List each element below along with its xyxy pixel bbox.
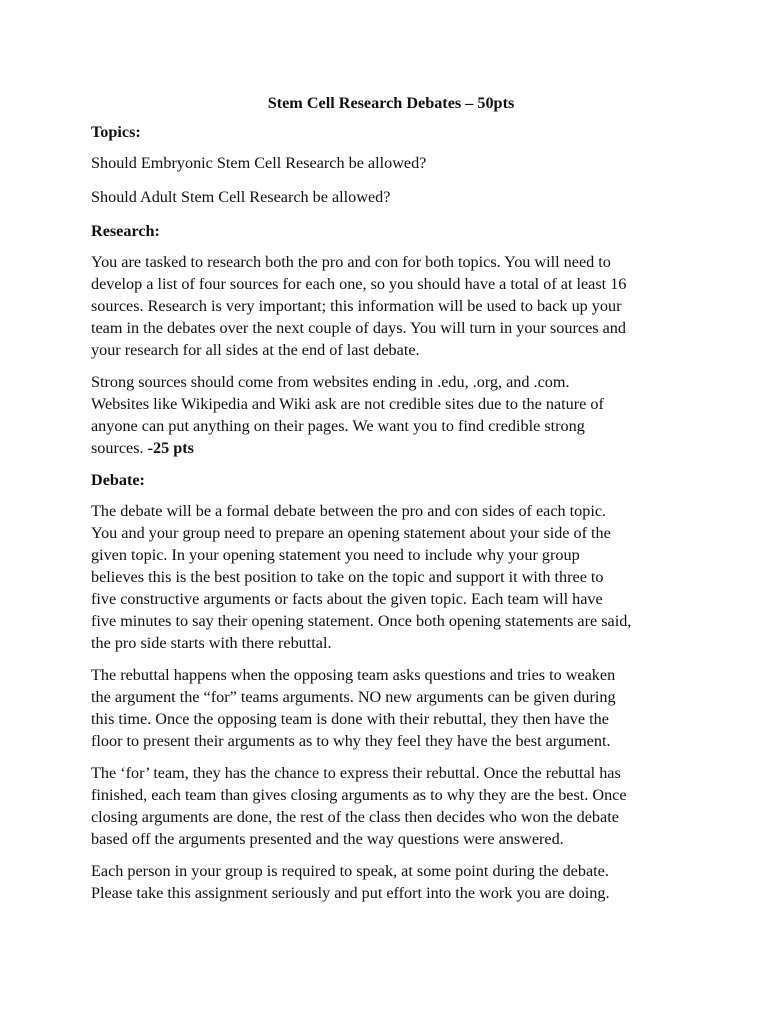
text-line: Websites like Wikipedia and Wiki ask are not credible sites due to the nature of	[91, 395, 604, 413]
text-line: your research for all sides at the end of last debate.	[91, 341, 420, 359]
text-line: Each person in your group is required to speak, at some point during the debate.	[91, 862, 609, 880]
debate-paragraph-2	[91, 664, 691, 752]
text-line: floor to present their arguments as to why they feel they have the best argument.	[91, 732, 611, 750]
topics-heading: Topics:	[91, 123, 141, 141]
document-title: Stem Cell Research Debates – 50pts	[267, 94, 515, 112]
text-line: the argument the “for” teams arguments. NO new arguments can be given during	[91, 688, 616, 706]
debate-paragraph-4	[91, 860, 691, 904]
research-paragraph-2	[91, 371, 691, 459]
debate-heading: Debate:	[91, 471, 145, 489]
text-line: The rebuttal happens when the opposing team asks questions and tries to weaken	[91, 666, 616, 684]
text-line: given topic. In your opening statement you need to include why your group	[91, 546, 580, 564]
document-page	[91, 92, 691, 914]
text-line: sources. Research is very important; this information will be used to back up your	[91, 297, 622, 315]
text-line: five constructive arguments or facts about the given topic. Each team will have	[91, 590, 603, 608]
text-line: Please take this assignment seriously and put effort into the work you are doing.	[91, 884, 610, 902]
text-line: You are tasked to research both the pro and con for both topics. You will need to	[91, 253, 611, 271]
debate-paragraph-1	[91, 500, 691, 654]
research-paragraph-1	[91, 251, 691, 361]
topic-question: Should Adult Stem Cell Research be allowed?	[91, 188, 391, 206]
text-line: the pro side starts with there rebuttal.	[91, 634, 332, 652]
text-fragment: sources.	[91, 439, 148, 457]
text-line: anyone can put anything on their pages. We want you to find credible strong	[91, 417, 585, 435]
research-heading: Research:	[91, 222, 160, 240]
text-line: Strong sources should come from websites ending in .edu, .org, and .com.	[91, 373, 570, 391]
text-line-with-penalty	[91, 437, 691, 459]
text-line: You and your group need to prepare an opening statement about your side of the	[91, 524, 611, 542]
text-line: finished, each team than gives closing arguments as to why they are the best. Once	[91, 786, 627, 804]
topic-question: Should Embryonic Stem Cell Research be allowed?	[91, 154, 427, 172]
debate-paragraph-3	[91, 762, 691, 850]
text-line: believes this is the best position to take on the topic and support it with three to	[91, 568, 604, 586]
text-line: develop a list of four sources for each one, so you should have a total of at least 16	[91, 275, 627, 293]
text-line: The ‘for’ team, they has the chance to express their rebuttal. Once the rebuttal has	[91, 764, 621, 782]
text-line: five minutes to say their opening statement. Once both opening statements are said,	[91, 612, 632, 630]
text-line: The debate will be a formal debate between the pro and con sides of each topic.	[91, 502, 607, 520]
penalty-points: -25 pts	[147, 439, 194, 457]
text-line: this time. Once the opposing team is done with their rebuttal, they then have the	[91, 710, 609, 728]
text-line: team in the debates over the next couple of days. You will turn in your sources and	[91, 319, 626, 337]
text-line: based off the arguments presented and the way questions were answered.	[91, 830, 564, 848]
text-line: closing arguments are done, the rest of the class then decides who won the debate	[91, 808, 619, 826]
